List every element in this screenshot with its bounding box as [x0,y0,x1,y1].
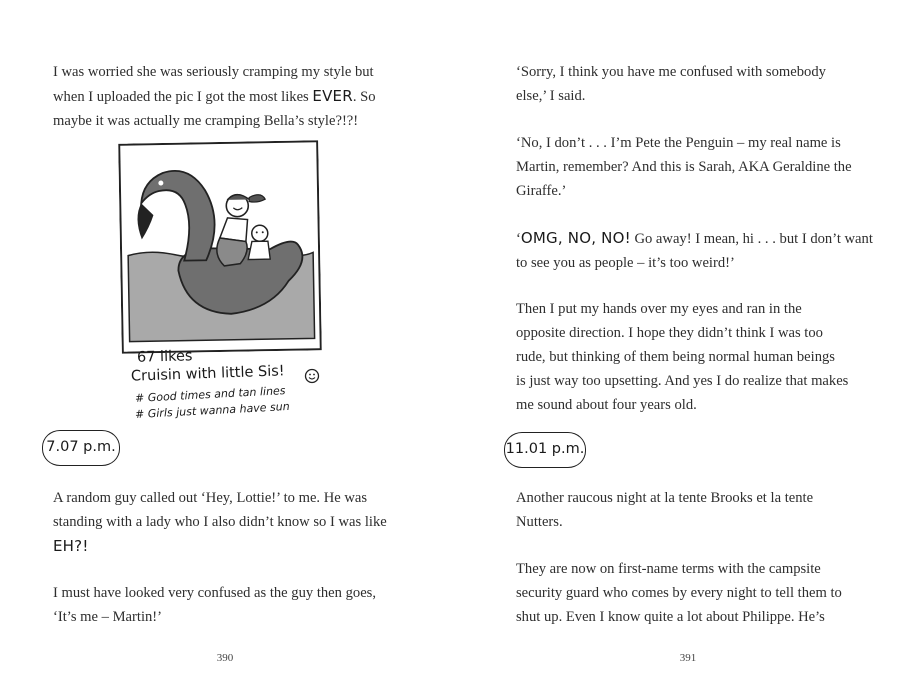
text-line [53,534,433,559]
handwritten-emphasis: EVER [312,87,353,105]
text-line: ‘No, I don’t . . . I’m Pete the Penguin – my real name is [516,135,841,151]
text-line: else,’ I said. [516,88,586,104]
time-badge: 11.01 p.m. [504,432,586,468]
text-line: Another raucous night at la tente Brooks et la tente [516,490,814,506]
text-line: Then I put my hands over my eyes and ran in the [516,301,802,317]
right-paragraph-5 [516,486,896,534]
right-paragraph-4 [516,297,896,417]
page-number: 391 [679,652,697,664]
text-line: to see you as people – it’s too weird!’ [516,255,735,271]
text-line: I must have looked very confused as the guy then goes, [53,585,377,601]
text-line: rude, but thinking of them being normal human beings [516,349,835,365]
photo-caption: Cruisin with little Sis! [130,363,285,385]
text-line: Giraffe.’ [516,183,567,199]
photo-hashtag: # Good times and tan lines [134,384,286,405]
right-paragraph-2 [516,131,896,203]
text-line: ‘Sorry, I think you have me confused with somebody [516,64,826,80]
flamingo-photo-illustration [118,140,322,353]
right-paragraph-6 [516,557,896,629]
text-line: opposite direction. I hope they didn’t think I was too [516,325,823,341]
smiley-icon [304,368,320,384]
text-line: security guard who comes by every night to tell them to [516,585,842,601]
text-line: maybe it was actually me cramping Bella’s style?!?! [53,113,359,129]
handwritten-emphasis: OMG, NO, NO! [520,229,631,247]
text-line: They are now on first-name terms with the campsite [516,561,821,577]
text-span: when I uploaded the pic I got the most likes [53,89,313,105]
handwritten-emphasis: EH?! [53,537,89,555]
left-paragraph-2 [53,486,433,559]
photo-hashtag: # Girls just wanna have sun [134,399,290,422]
text-line [516,226,896,251]
right-page [456,0,912,700]
time-badge: 7.07 p.m. [42,430,120,466]
right-paragraph-3 [516,226,896,275]
text-span: ‘ [516,231,521,247]
text-line: is just way too upsetting. And yes I do realize that makes [516,373,849,389]
text-line: me sound about four years old. [516,397,697,413]
text-line: I was worried she was seriously cramping my style but [53,64,374,80]
text-line: standing with a lady who I also didn’t know so I was like [53,514,387,530]
text-line: shut up. Even I know quite a lot about Philippe. He’s [516,609,825,625]
left-paragraph-1 [53,60,433,133]
page-number: 390 [216,652,234,664]
text-line: ‘It’s me – Martin!’ [53,609,163,625]
text-span: . So [352,89,376,105]
text-span: Go away! I mean, hi . . . but I don’t want [630,231,873,247]
right-paragraph-1 [516,60,896,108]
text-line: Martin, remember? And this is Sarah, AKA Geraldine the [516,159,852,175]
text-line: Nutters. [516,514,563,530]
photo-likes-count: 67 likes [136,348,193,366]
text-line: A random guy called out ‘Hey, Lottie!’ to me. He was [53,490,368,506]
left-paragraph-3 [53,581,433,629]
text-line [53,84,433,109]
